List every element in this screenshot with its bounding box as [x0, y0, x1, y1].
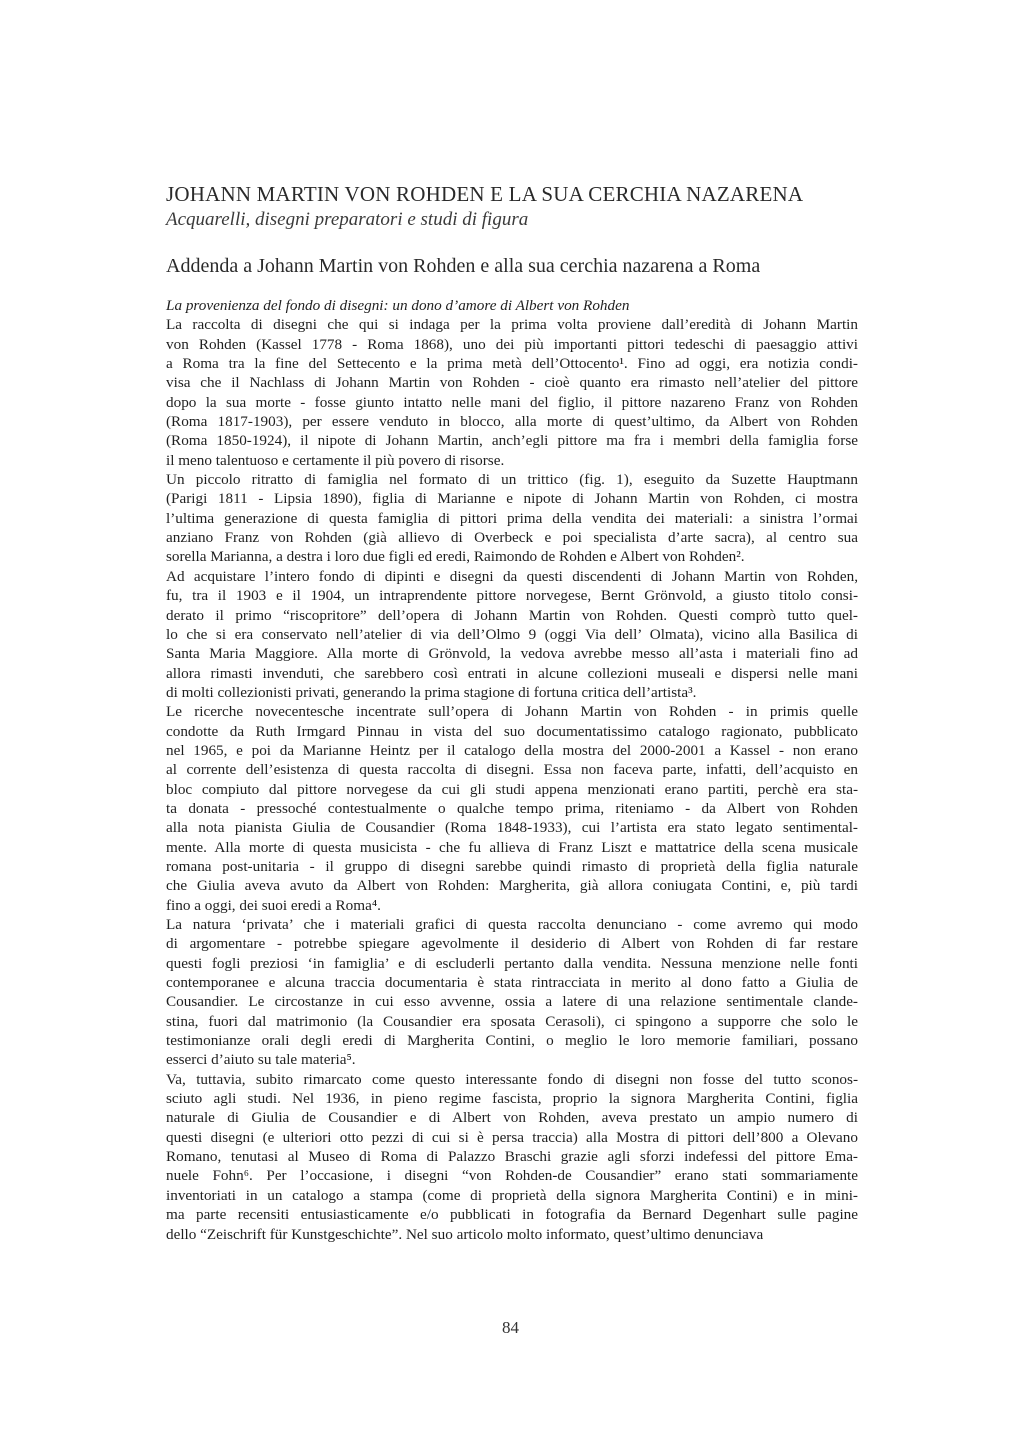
section-title: Addenda a Johann Martin von Rohden e alla sua cerchia nazarena a Roma	[166, 255, 761, 277]
text-line: che Giulia aveva avuto da Albert von Rohden: Margherita, già allora coniugata Contini, e, più tardi	[166, 877, 858, 895]
text-line: lo che si era conservato nell’atelier di via dell’Olmo 9 (oggi Via dell’ Olmata), vicino alla Basilica di	[166, 625, 858, 643]
book-subtitle: Acquarelli, disegni preparatori e studi di figura	[166, 209, 529, 230]
text-line: esserci d’aiuto su tale materia⁵.	[166, 1051, 356, 1069]
text-line: mente. Alla morte di questa musicista - che fu allieva di Franz Liszt e mattatrice della scena musicale	[166, 838, 858, 856]
body-paragraph	[166, 1070, 858, 1244]
page-number: 84	[502, 1318, 519, 1337]
text-line: Le ricerche novecentesche incentrate sull’opera di Johann Martin von Rohden - in primis quelle	[166, 703, 858, 721]
text-line: stina, fuori dal matrimonio (la Cousandier era sposata Cerasoli), ci spingono a supporre che solo le	[166, 1012, 858, 1030]
text-line: Santa Maria Maggiore. Alla morte di Grönvold, la vedova avrebbe messo all’asta i materiali fino ad	[166, 645, 858, 663]
text-line: bloc compiuto dal pittore norvegese da cui gli studi appena menzionati erano partiti, perchè era sta-	[166, 780, 858, 798]
paragraphs	[166, 315, 858, 1244]
text-line: condotte da Ruth Irmgard Pinnau in vista del suo documentatissimo catalogo ragionato, pubblicato	[166, 722, 858, 740]
body-paragraph	[166, 915, 858, 1070]
text-line: il meno talentuoso e certamente il più povero di risorse.	[166, 451, 505, 469]
text-line: questi fogli preziosi ‘in famiglia’ e di escluderli pertanto dalla vendita. Nessuna menzione nelle fonti	[166, 954, 858, 972]
text-line: (Parigi 1811 - Lipsia 1890), figlia di Marianne e nipote di Johann Martin von Rohden, ci mostra	[166, 490, 858, 508]
text-line: di argomentare - potrebbe spiegare agevolmente il desiderio di Albert von Rohden di far restare	[166, 935, 858, 953]
text-line: visa che il Nachlass di Johann Martin von Rohden - cioè quanto era rimasto nell’atelier del pittore	[166, 374, 858, 392]
text-line: romana post-unitaria - il gruppo di disegni sarebbe quindi rimasto di proprietà della figlia naturale	[166, 857, 858, 875]
text-line: anziano Franz von Rohden (già allievo di Overbeck e poi specialista d’arte sacra), al centro sua	[166, 529, 858, 547]
text-line: fu, tra il 1903 e il 1904, un intraprendente pittore norvegese, Bernt Grönvold, a giusto titolo consi-	[166, 587, 858, 605]
text-line: (Roma 1850-1924), il nipote di Johann Martin, anch’egli pittore ma fra i membri della famiglia forse	[166, 432, 858, 450]
text-line: La natura ‘privata’ che i materiali grafici di questa raccolta denunciano - come avremo qui modo	[166, 916, 858, 933]
body-paragraph	[166, 702, 858, 915]
text-line: Romano, tenutasi al Museo di Roma di Palazzo Braschi grazie agli sforzi indefessi del pittore Ema-	[166, 1148, 858, 1166]
text-line: nel 1965, e poi da Marianne Heintz per il catalogo della mostra del 2000-2001 a Kassel - non erano	[166, 741, 858, 759]
text-line: von Rohden (Kassel 1778 - Roma 1868), uno dei più importanti pittori tedeschi di paesaggio attivi	[166, 335, 858, 353]
running-header	[166, 180, 866, 232]
text-line: Ad acquistare l’intero fondo di dipinti e disegni da questi discendenti di Johann Martin von Rohden,	[166, 567, 858, 585]
body-paragraph	[166, 470, 858, 567]
body-paragraph	[166, 567, 858, 702]
text-line: La raccolta di disegni che qui si indaga per la prima volta proviene dall’eredità di Johann Martin	[166, 316, 858, 334]
text-line: Un piccolo ritratto di famiglia nel formato di un trittico (fig. 1), eseguito da Suzette Hauptmann	[166, 471, 858, 489]
subheading: La provenienza del fondo di disegni: un dono d’amore di Albert von Rohden	[166, 297, 630, 314]
text-line: naturale di Giulia de Cousandier e di Albert von Rohden, aveva prestato un ampio numero di	[166, 1109, 858, 1127]
text-line: dello “Zeischrift für Kunstgeschichte”. Nel suo articolo molto informato, quest’ultimo denunciava	[166, 1225, 764, 1243]
text-line: questi disegni (e ulteriori otto pezzi di cui si è persa traccia) alla Mostra di pittori dell’800 a Olevano	[166, 1128, 858, 1146]
text-line: Cousandier. Le circostanze in cui esso avvenne, ossia a latere di una relazione sentimentale clande-	[166, 993, 858, 1011]
text-line: ma parte recensiti entusiasticamente e/o pubblicati in fotografia da Bernard Degenhart sulle pagine	[166, 1206, 858, 1224]
body-paragraph	[166, 315, 858, 470]
text-line: inventoriati in un catalogo a stampa (come di proprietà della signora Margherita Contini) e in mini-	[166, 1186, 858, 1204]
body-text	[166, 296, 858, 1244]
text-line: ta donata - pressoché contestualmente o qualche tempo prima, riteniamo - da Albert von Rohden	[166, 799, 858, 817]
text-line: Va, tuttavia, subito rimarcato come questo interessante fondo di disegni non fosse del tutto sconos-	[166, 1070, 858, 1088]
text-line: testimonianze orali degli eredi di Margherita Contini, o meglio le loro memorie familiari, possano	[166, 1032, 858, 1050]
text-line: sorella Marianna, a destra i loro due figli ed eredi, Raimondo de Rohden e Albert von Rohden².	[166, 548, 745, 566]
book-title: JOHANN MARTIN VON ROHDEN E LA SUA CERCHIA NAZARENA	[166, 182, 804, 206]
text-line: al corrente dell’esistenza di questa raccolta di disegni. Essa non faceva parte, infatti, dell’acquisto en	[166, 761, 858, 779]
text-line: (Roma 1817-1903), per essere venduto in blocco, alla morte di quest’ultimo, da Albert von Rohden	[166, 413, 858, 431]
text-line: allora rimasti invenduti, che sarebbero così entrati in alcune collezioni museali e dispersi nelle mani	[166, 664, 858, 682]
text-line: nuele Fohn⁶. Per l’occasione, i disegni “von Rohden-de Cousandier” erano stati sommariamente	[166, 1167, 858, 1185]
text-line: derato il primo “riscopritore” dell’opera di Johann Martin von Rohden. Questi comprò tutto quel-	[166, 606, 858, 624]
text-line: a Roma tra la fine del Settecento e la prima metà dell’Ottocento¹. Fino ad oggi, era notizia condi-	[166, 355, 858, 373]
text-line: fino a oggi, dei suoi eredi a Roma⁴.	[166, 896, 381, 914]
text-line: sciuto agli studi. Nel 1936, in pieno regime fascista, proprio la signora Margherita Contini, figlia	[166, 1090, 858, 1108]
text-line: l’ultima generazione di questa famiglia di pittori prima della vendita dei materiali: a sinistra l’ormai	[166, 509, 858, 527]
text-line: contemporanee e alcuna traccia documentaria è stata rintracciata in merito al dono fatto a Giulia de	[166, 974, 858, 992]
text-line: alla nota pianista Giulia de Cousandier (Roma 1848-1933), cui l’artista era stato legato sentimental-	[166, 819, 858, 837]
text-line: di molti collezionisti privati, generando la prima stagione di fortuna critica dell’artista³.	[166, 683, 697, 701]
text-line: dopo la sua morte - fosse giunto intatto nelle mani del figlio, il pittore nazareno Franz von Rohden	[166, 393, 858, 411]
